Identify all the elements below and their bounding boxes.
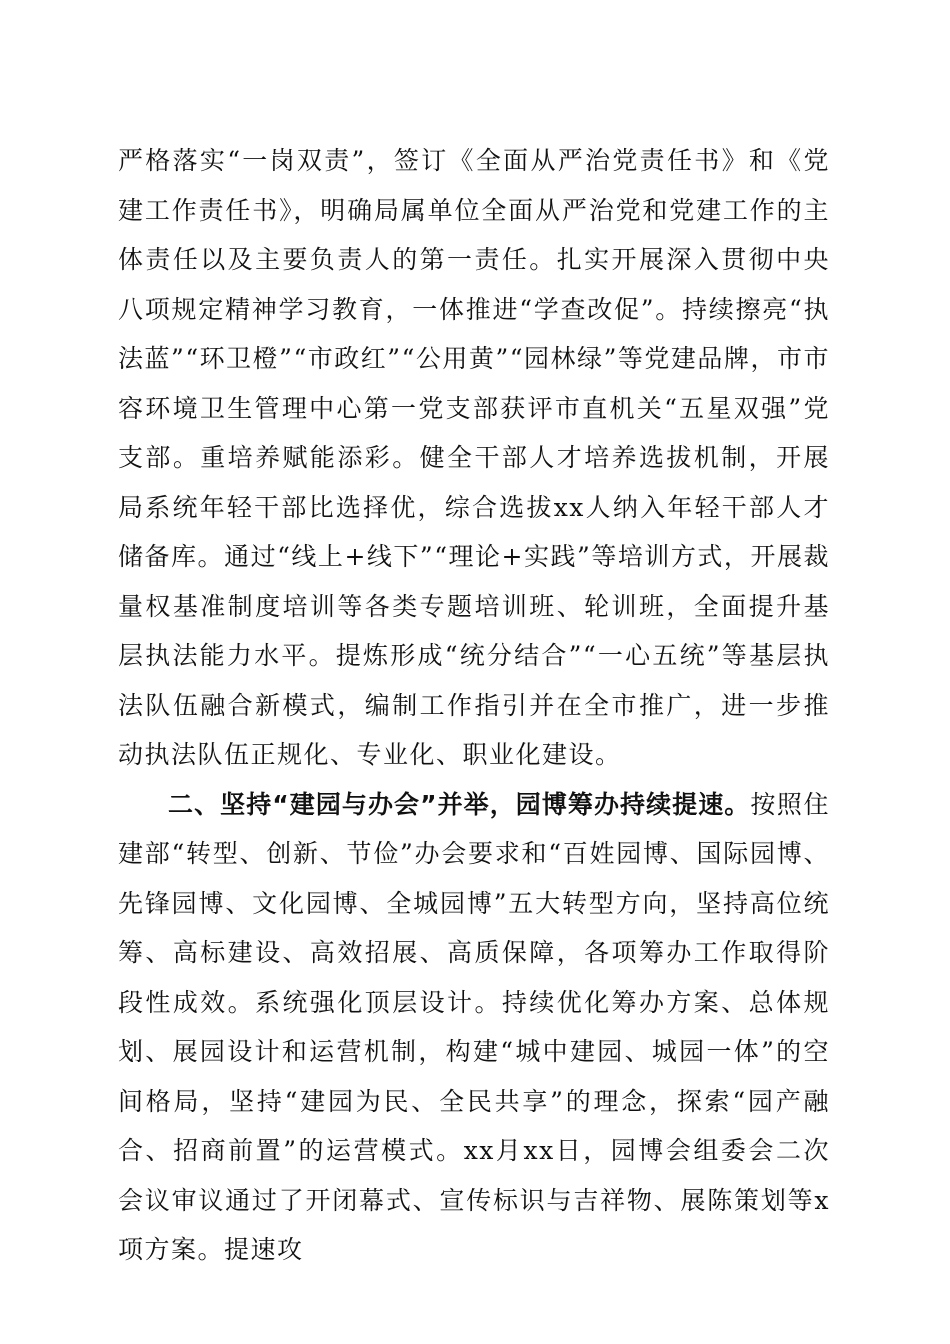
paragraph-section-2 <box>118 780 830 1275</box>
document-body <box>118 136 830 1275</box>
section-2-body: 按照住建部“转型、创新、节俭”办会要求和“百姓园博、国际园博、先锋园博、文化园博、全城园博”五大转型方向，坚持高位统筹、高标建设、高效招展、高质保障，各项筹办工作取得阶段性成效。系统强化顶层设计。持续优化筹办方案、总体规划、展园设计和运营机制，构建“城中建园、城园一体”的空间格局，坚持“建园为民、全民共享”的理念，探索“园产融合、招商前置”的运营模式。xx月xx日，园博会组委会二次会议审议通过了开闭幕式、宣传标识与吉祥物、展陈策划等x项方案。提速攻 <box>118 789 830 1264</box>
section-2-heading: 二、坚持“建园与办会”并举，园博筹办持续提速。 <box>168 789 751 819</box>
paragraph-party-building: 严格落实“一岗双责”，签订《全面从严治党责任书》和《党建工作责任书》，明确局属单位全面从严治党和党建工作的主体责任以及主要负责人的第一责任。扎实开展深入贯彻中央八项规定精神学习教育，一体推进“学查改促”。持续擦亮“执法蓝”“环卫橙”“市政红”“公用黄”“园林绿”等党建品牌，市市容环境卫生管理中心第一党支部获评市直机关“五星双强”党支部。重培养赋能添彩。健全干部人才培养选拔机制，开展局系统年轻干部比选择优，综合选拔xx人纳入年轻干部人才储备库。通过“线上+线下”“理论+实践”等培训方式，开展裁量权基准制度培训等各类专题培训班、轮训班，全面提升基层执法能力水平。提炼形成“统分结合”“一心五统”等基层执法队伍融合新模式，编制工作指引并在全市推广，进一步推动执法队伍正规化、专业化、职业化建设。 <box>118 146 830 769</box>
